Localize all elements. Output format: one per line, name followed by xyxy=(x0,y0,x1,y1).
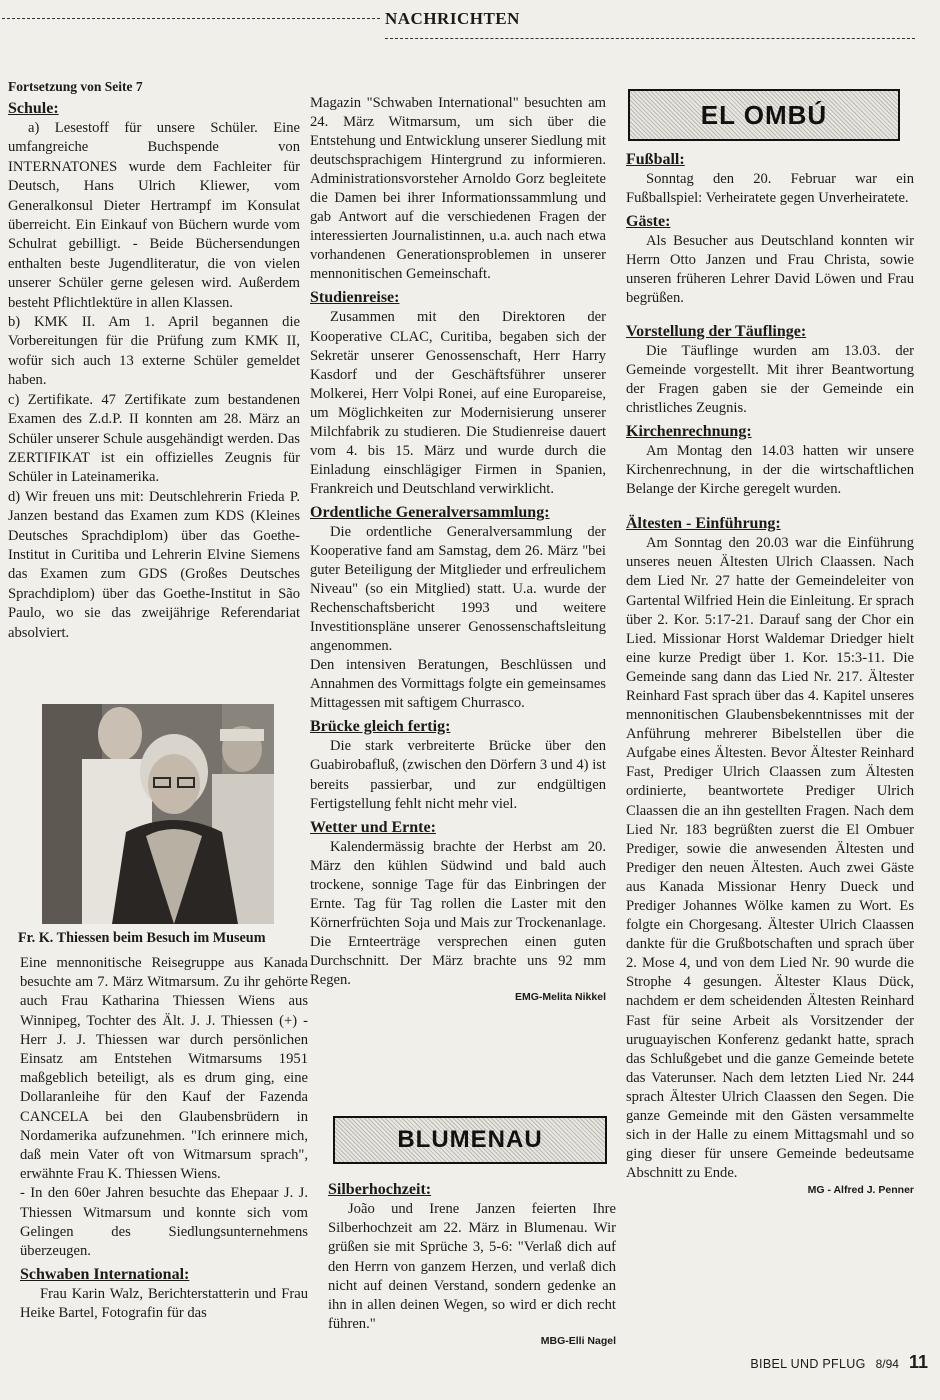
page-number: 11 xyxy=(908,1352,928,1372)
museum-photo xyxy=(42,704,274,924)
middle-column xyxy=(310,94,606,1004)
left-column-top xyxy=(8,78,300,643)
gv-paragraph: Die ordentliche Generalversammlung der Kooperative fand am Samstag, dem 26. März "bei guter Beteiligung der Mitglieder und erfreulichem Niveau" (so ein Mitglied) statt. U.a. wurde der Rechenschaftsbericht 1993 und weitere Investitionspläne unserer Genossenschaftsleitung angenommen. xyxy=(310,523,606,655)
page-footer xyxy=(750,1352,928,1373)
heading-schule: Schule: xyxy=(8,100,59,117)
section-title: NACHRICHTEN xyxy=(385,9,520,28)
left-column-bottom xyxy=(20,954,308,1324)
gaeste-paragraph: Als Besucher aus Deutschland konnten wir Herrn Otto Janzen und Frau Christa, sowie unseren früheren Lehrer David Löwen und Frau begrüßen. xyxy=(626,233,914,307)
visit-paragraph: - In den 60er Jahren besuchte das Ehepaar J. J. Thiessen Witmarsum und konnte sich vom Gelingen des Siedlungsunternehmens überzeugen. xyxy=(20,1185,308,1260)
photo-caption-text: Fr. K. Thiessen beim Besuch im Museum xyxy=(18,930,266,946)
aeltesten-paragraph: Am Sonntag den 20.03 war die Einführung unseres neuen Ältesten Ulrich Claassen. Nach dem Lied Nr. 27 hatte der Gemeindeleiter von Gartental Wilfried Hein die Einleitung. Er sprach über 2. Kor. 5:17-21. Darauf sang der Chor ein Lied. Missionar Horst Waldemar Driedger hielt eine kurze Predigt über 1. Kor. 15:3-11. Die Gemeinde sang dann das Lied Nr. 217. Ältester Reinhard Fast sprach über das 4. Kapitel unseres mennonitischen Glaubensbekenntnisses mit der Anführung mehrerer Bibelstellen über die Aufgabe eines Ältesten. Bevor Ältester Reinhard Fast, Prediger Ulrich Claassen zum Ältesten ordinierte, beantwortete Prediger Ulrich Claassen die an ihn gestellten Fragen. Nach dem Lied Nr. 183 begrüßten zuerst die El Ombuer Prediger, sowie die anwesenden Ältesten und Prediger den neuen Ältesten. Auch zwei Gäste aus Kanada Missionar Henry Dueck und Prediger Johannes Wölke kamen zu Wort. Es folgte ein Chorgesang. Ältester Ulrich Claassen dankte für die Grußbotschaften und sprach über 2. Mose 4, und von dem Lied Nr. 90 wurde die Strophe 4 gesungen. Ältester Klaus Dück, nachdem er dem scheidenden Ältesten Reinhard Fast für seine Arbeit als Vorsitzender der uruguayischen Konferenz gedankt hatte, sprach das Schlußgebet und die ganze Gemeinde betete das Vaterunser. Nach dem letzten Lied Nr. 244 sprach Ältester Ulrich Claassen den Segen. Die ganze Gemeinde mit den Gästen versammelte sich in der Halle zu einem Mittagsmahl und so ging dieser für unsere Gemeinde bedeutsame Abschnitt zu Ende. xyxy=(626,535,914,1182)
middle-column-bottom xyxy=(328,1176,616,1348)
right-column xyxy=(626,146,914,1197)
header-rule-left xyxy=(2,18,380,19)
heading-schwaben: Schwaben International: xyxy=(20,1266,190,1284)
aeltesten-signature: MG - Alfred J. Penner xyxy=(807,1184,914,1197)
heading-fussball: Fußball: xyxy=(626,151,685,168)
heading-studienreise: Studienreise: xyxy=(310,289,400,307)
school-paragraph: b) KMK II. Am 1. April begannen die Vorbereitungen für die Prüfung zum KMK II, wofür sich auch 13 externe Schüler gemeldet haben. xyxy=(8,314,300,389)
heading-bruecke: Brücke gleich fertig: xyxy=(310,718,451,736)
visit-paragraph: Eine mennonitische Reisegruppe aus Kanada besuchte am 7. März Witmarsum. Zu ihr gehörte auch Frau Katharina Thiessen Wiens aus Winnipeg, Tochter des Ält. J. J. Thiessen (+) - Herr J. J. Thiessen war durch persönlichen Einsatz am Entstehen Witmarsums 1951 maßgeblich beteiligt, als es drum ging, eine Dollaranleihe für den Kauf der Fazenda CANCELA bei den Glaubensbrüdern in Nordamerika aufzunehmen. "Ich erinnere mich, daß mein Vater oft von Witmarsum sprach", erwähnte Frau K. Thiessen Wiens. xyxy=(20,955,308,1183)
heading-wetter: Wetter und Ernte: xyxy=(310,818,436,836)
school-paragraph: c) Zertifikate. 47 Zertifikate zum bestandenen Examen des Z.d.P. II konnten am 28. März an Schüler unserer Schule ausgehändigt werden. Das ZERTIFIKAT ist ein offizielles Zeugnis für Schüler in Lateinamerika. xyxy=(8,391,300,486)
heading-silberhochzeit: Silberhochzeit: xyxy=(328,1181,432,1198)
silber-signature: MBG-Elli Nagel xyxy=(540,1335,616,1348)
photo-image xyxy=(42,704,274,924)
header-rule-right xyxy=(385,38,915,39)
studienreise-paragraph: Zusammen mit den Direktoren der Kooperative CLAC, Curitiba, begaben sich der Sekretär unserer Genossenschaft, Herr Harry Kasdorf und der Geschäftsführer unserer Molkerei, Herr Volpi Ronei, auf eine Europareise, um Möglichkeiten zur Modernisierung unserer Milchfabrik zu studieren. Die Studienreise dauert vom 4. bis 15. März und wurde durch die Einladung einschlägiger Firmen in Spanien, Frankreich und Deutschland verwirklicht. xyxy=(310,309,606,497)
heading-kirchenrechnung: Kirchenrechnung: xyxy=(626,422,752,440)
school-paragraph: d) Wir freuen uns mit: Deutschlehrerin Frieda P. Janzen bestand das Examen zum KDS (Kleines Deutsches Sprachdiplom) über das Goethe-Institut in Curitiba und Lehrerin Elvine Siemens das Examen zum GDS (Großes Deutsches Sprachdiplom) über das Goethe-Institut in São Paulo, wo sie das zweijährige Referendariat absolviert. xyxy=(8,488,300,641)
silber-paragraph: João und Irene Janzen feierten Ihre Silberhochzeit am 22. März in Blumenau. Wir grüßen sie mit Sprüche 3, 5-6: "Verlaß dich auf den Herrn von ganzem Herzen, und verlaß dich nicht auf deinen Verstand, sondern gedenke an ihn in allen deinen Wegen, so wird er dich recht führen." xyxy=(328,1201,616,1333)
issue-number: 8/94 xyxy=(875,1357,899,1371)
heading-gaeste: Gäste: xyxy=(626,213,671,231)
gv-paragraph-2: Den intensiven Beratungen, Beschlüssen und Annahmen des Vormittags folgte ein gemeinsames Mittagessen mit saftigem Churrasco. xyxy=(310,657,606,712)
publication-name: BIBEL UND PFLUG xyxy=(750,1357,866,1371)
schwaben-paragraph: Frau Karin Walz, Berichterstatterin und Frau Heike Bartel, Fotografin für das xyxy=(20,1286,308,1322)
intro-paragraph: Magazin "Schwaben International" besuchten am 24. März Witmarsum, um sich über die Entstehung und Entwicklung unserer Siedlung mit deutschsprachigem Hintergrund zu informieren. Administrationsvorsteher Arnoldo Gorz begleitete die Damen bei ihrer Informationssammlung und gab Antwort auf die verschiedenen Fragen der interessierten Journalistinnen, u.a. auch nach etwa vorhandenen Generationsproblemen in unserer mennonitischen Gemeinschaft. xyxy=(310,95,606,283)
heading-generalversammlung: Ordentliche Generalversammlung: xyxy=(310,503,550,521)
heading-taeuflinge: Vorstellung der Täuflinge: xyxy=(626,322,807,340)
wetter-signature: EMG-Melita Nikkel xyxy=(514,990,606,1003)
el-ombu-banner-text: EL OMBÚ xyxy=(700,99,828,130)
el-ombu-banner xyxy=(628,89,900,141)
blumenau-banner xyxy=(333,1116,607,1164)
photo-caption xyxy=(18,930,310,947)
kirchen-paragraph: Am Montag den 14.03 hatten wir unsere Kirchenrechnung, in der die wirtschaftlichen Belange der Kirche geregelt wurden. xyxy=(626,442,914,498)
school-paragraph: a) Lesestoff für unsere Schüler. Eine umfangreiche Buchspende von INTERNATONES wurde dem Fachleiter für Deutsch, Hans Ulrich Kliewer, vom Generalkonsul Dieter Hertrampf im Konsulat überreicht. Ein Einkauf von Büchern wurde vom Schulrat gebilligt. - Beide Büchersendungen enthalten beste Jugendliteratur, die von vielen unserer Schüler gerne gelesen wird. Außerdem besteht Pflichtlektüre in allen Klassen. xyxy=(8,120,300,311)
continued-note: Fortsetzung von Seite 7 xyxy=(8,79,143,94)
fussball-paragraph: Sonntag den 20. Februar war ein Fußballspiel: Verheiratete gegen Unverheiratete. xyxy=(626,171,914,207)
heading-aeltesten: Ältesten - Einführung: xyxy=(626,515,781,533)
wetter-paragraph: Kalendermässig brachte der Herbst am 20. März den kühlen Südwind und bald auch trockene, sonnige Tage für das Einbringen der Ernte. Tag für Tag rollen die Laster mit den Körnerfrüchten Soja und Mais zur Trockenanlage. Die Ernteerträge versprechen einen guten Durchschnitt. Der März brachte uns 92 mm Regen. xyxy=(310,838,606,988)
taeuflinge-paragraph: Die Täuflinge wurden am 13.03. der Gemeinde vorgestellt. Mit ihrer Beantwortung der Fragen gaben sie der Gemeinde ein christliches Zeugnis. xyxy=(626,342,914,416)
blumenau-banner-text: BLUMENAU xyxy=(397,1126,543,1153)
bruecke-paragraph: Die stark verbreiterte Brücke über den Guabirobafluß, (zwischen den Dörfern 3 und 4) ist bereits passierbar, und zur endgültigen Fertigstellung fehlt nicht mehr viel. xyxy=(310,738,606,812)
